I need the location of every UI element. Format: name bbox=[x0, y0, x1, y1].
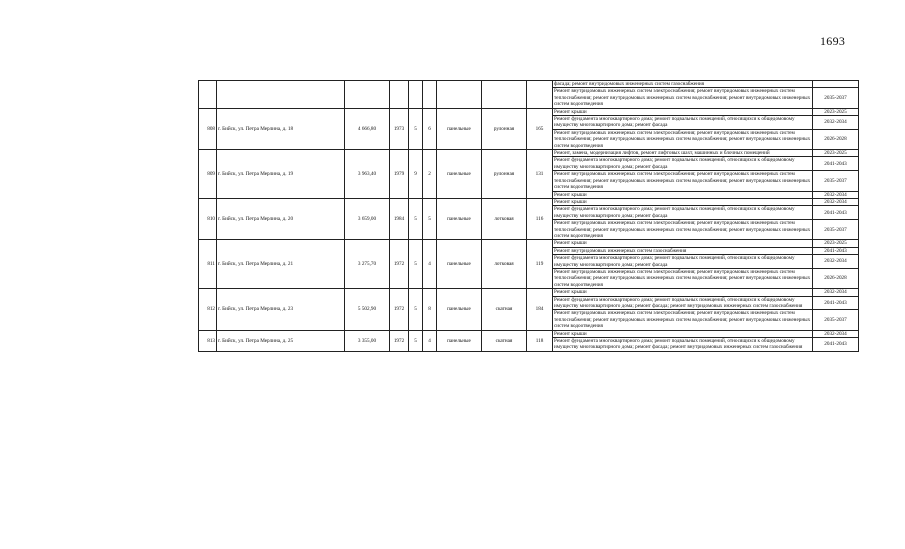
work-type-cell: фасада; ремонт внутридомовых инженерных систем газоснабжения bbox=[553, 81, 813, 88]
area-cell: 3 659,00 bbox=[345, 198, 390, 239]
work-type-cell: Ремонт внутридомовых инженерных систем электроснабжения; ремонт внутридомовых инженерных систем теплоснабжения; ремонт внутридомовых инженерных систем водоснабжения; ремонт внутридомовых инженерных систем водоотведения bbox=[553, 88, 813, 108]
year-cell: 1972 bbox=[390, 240, 409, 289]
period-cell: 2023-2025 bbox=[813, 108, 859, 115]
page-number: 1693 bbox=[820, 34, 846, 48]
work-type-cell: Ремонт крыши bbox=[553, 198, 813, 205]
floors-cell: 5 bbox=[409, 289, 423, 330]
record-number-cell: 810 bbox=[199, 198, 217, 239]
work-type-cell: Ремонт крыши bbox=[553, 289, 813, 296]
floors-cell: 9 bbox=[409, 150, 423, 199]
period-cell: 2035-2037 bbox=[813, 171, 859, 191]
address-cell: г. Бийск, ул. Петра Мерлина, д. 20 bbox=[217, 198, 345, 239]
roof-cell: лотковая bbox=[482, 198, 527, 239]
table-row bbox=[199, 330, 859, 337]
entrances-cell: 5 bbox=[423, 198, 437, 239]
floors-cell: 5 bbox=[409, 330, 423, 351]
period-cell bbox=[813, 81, 859, 88]
work-type-cell: Ремонт фундамента многоквартирного дома; ремонт подвальных помещений, относящихся к общедомовому имуществу многоквартирного дома; ремонт фасада; ремонт внутридомовых инженерных систем газоснабжения bbox=[553, 296, 813, 310]
year-cell: 1972 bbox=[390, 330, 409, 351]
walls-cell: панельные bbox=[437, 330, 482, 351]
work-type-cell: Ремонт фундамента многоквартирного дома; ремонт подвальных помещений, относящихся к общедомовому имуществу многоквартирного дома; ремонт фасада; ремонт внутридомовых инженерных систем газоснабжения bbox=[553, 338, 813, 352]
period-cell: 2023-2025 bbox=[813, 240, 859, 247]
floors-cell: 5 bbox=[409, 108, 423, 149]
units-cell: 116 bbox=[527, 198, 553, 239]
period-cell: 2035-2037 bbox=[813, 220, 859, 240]
work-type-cell: Ремонт фундамента многоквартирного дома; ремонт подвальных помещений, относящихся к общедомовому имуществу многоквартирного дома; ремонт фасада bbox=[553, 206, 813, 220]
work-type-cell: Ремонт фундамента многоквартирного дома; ремонт подвальных помещений, относящихся к общедомовому имуществу многоквартирного дома; ремонт фасада bbox=[553, 157, 813, 171]
record-number-cell: 813 bbox=[199, 330, 217, 351]
year-cell: 1972 bbox=[390, 289, 409, 330]
year-cell: 1984 bbox=[390, 198, 409, 239]
period-cell: 2026-2028 bbox=[813, 268, 859, 288]
work-type-cell: Ремонт крыши bbox=[553, 191, 813, 198]
work-type-cell: Ремонт внутридомовых инженерных систем электроснабжения; ремонт внутридомовых инженерных систем теплоснабжения; ремонт внутридомовых инженерных систем водоснабжения; ремонт внутридомовых инженерных систем водоотведения bbox=[553, 220, 813, 240]
entrances-cell: 2 bbox=[423, 150, 437, 199]
table-row bbox=[199, 108, 859, 115]
table-row bbox=[199, 289, 859, 296]
entrances-cell: 4 bbox=[423, 240, 437, 289]
period-cell: 2041-2043 bbox=[813, 296, 859, 310]
walls-cell: панельные bbox=[437, 240, 482, 289]
roof-cell: лотковая bbox=[482, 240, 527, 289]
continuation-units-cell bbox=[527, 81, 553, 109]
period-cell: 2032-2034 bbox=[813, 191, 859, 198]
continuation-year-cell bbox=[390, 81, 409, 109]
continuation-roof-cell bbox=[482, 81, 527, 109]
address-cell: г. Бийск, ул. Петра Мерлина, д. 18 bbox=[217, 108, 345, 149]
period-cell: 2032-2034 bbox=[813, 116, 859, 130]
period-cell: 2023-2025 bbox=[813, 150, 859, 157]
period-cell: 2041-2043 bbox=[813, 157, 859, 171]
record-number-cell: 808 bbox=[199, 108, 217, 149]
area-cell: 4 666,80 bbox=[345, 108, 390, 149]
roof-cell: рулонная bbox=[482, 108, 527, 149]
address-cell: г. Бийск, ул. Петра Мерлина, д. 21 bbox=[217, 240, 345, 289]
roof-cell: скатная bbox=[482, 330, 527, 351]
units-cell: 118 bbox=[527, 330, 553, 351]
units-cell: 184 bbox=[527, 289, 553, 330]
continuation-entrances-cell bbox=[423, 81, 437, 109]
work-type-cell: Ремонт внутридомовых инженерных систем электроснабжения; ремонт внутридомовых инженерных систем теплоснабжения; ремонт внутридомовых инженерных систем водоснабжения; ремонт внутридомовых инженерных систем водоотведения bbox=[553, 129, 813, 149]
record-number-cell: 811 bbox=[199, 240, 217, 289]
table-body bbox=[199, 81, 859, 352]
table-row bbox=[199, 240, 859, 247]
period-cell: 2041-2043 bbox=[813, 247, 859, 254]
period-cell: 2041-2043 bbox=[813, 206, 859, 220]
work-type-cell: Ремонт внутридомовых инженерных систем электроснабжения; ремонт внутридомовых инженерных систем теплоснабжения; ремонт внутридомовых инженерных систем водоснабжения; ремонт внутридомовых инженерных систем водоотведения bbox=[553, 268, 813, 288]
record-number-cell: 809 bbox=[199, 150, 217, 199]
address-cell: г. Бийск, ул. Петра Мерлина, д. 23 bbox=[217, 289, 345, 330]
continuation-walls-cell bbox=[437, 81, 482, 109]
area-cell: 3 963,40 bbox=[345, 150, 390, 199]
units-cell: 131 bbox=[527, 150, 553, 199]
work-type-cell: Ремонт внутридомовых инженерных систем электроснабжения; ремонт внутридомовых инженерных систем теплоснабжения; ремонт внутридомовых инженерных систем водоснабжения; ремонт внутридомовых инженерных систем водоотведения bbox=[553, 310, 813, 330]
work-type-cell: Ремонт фундамента многоквартирного дома; ремонт подвальных помещений, относящихся к общедомовому имуществу многоквартирного дома; ремонт фасада bbox=[553, 255, 813, 269]
area-cell: 5 502,90 bbox=[345, 289, 390, 330]
walls-cell: панельные bbox=[437, 198, 482, 239]
period-cell: 2032-2034 bbox=[813, 198, 859, 205]
period-cell: 2035-2037 bbox=[813, 88, 859, 108]
year-cell: 1973 bbox=[390, 108, 409, 149]
units-cell: 119 bbox=[527, 240, 553, 289]
walls-cell: панельные bbox=[437, 150, 482, 199]
entrances-cell: 4 bbox=[423, 330, 437, 351]
table-row bbox=[199, 81, 859, 88]
work-type-cell: Ремонт крыши bbox=[553, 108, 813, 115]
area-cell: 3 355,00 bbox=[345, 330, 390, 351]
table-row bbox=[199, 150, 859, 157]
roof-cell: скатная bbox=[482, 289, 527, 330]
record-number-cell: 812 bbox=[199, 289, 217, 330]
floors-cell: 5 bbox=[409, 240, 423, 289]
continuation-area-cell bbox=[345, 81, 390, 109]
entrances-cell: 8 bbox=[423, 289, 437, 330]
period-cell: 2032-2034 bbox=[813, 289, 859, 296]
work-type-cell: Ремонт фундамента многоквартирного дома; ремонт подвальных помещений, относящихся к общедомовому имуществу многоквартирного дома; ремонт фасада bbox=[553, 116, 813, 130]
period-cell: 2026-2028 bbox=[813, 129, 859, 149]
address-cell: г. Бийск, ул. Петра Мерлина, д. 25 bbox=[217, 330, 345, 351]
period-cell: 2032-2034 bbox=[813, 330, 859, 337]
repair-schedule-table bbox=[198, 80, 859, 352]
work-type-cell: Ремонт крыши bbox=[553, 330, 813, 337]
work-type-cell: Ремонт внутридомовых инженерных систем электроснабжения; ремонт внутридомовых инженерных систем теплоснабжения; ремонт внутридомовых инженерных систем водоснабжения; ремонт внутридомовых инженерных систем водоотведения bbox=[553, 171, 813, 191]
table-row bbox=[199, 198, 859, 205]
roof-cell: рулонная bbox=[482, 150, 527, 199]
walls-cell: панельные bbox=[437, 289, 482, 330]
work-type-cell: Ремонт крыши bbox=[553, 240, 813, 247]
work-type-cell: Ремонт внутридомовых инженерных систем газоснабжения bbox=[553, 247, 813, 254]
area-cell: 3 275,70 bbox=[345, 240, 390, 289]
continuation-address-cell bbox=[217, 81, 345, 109]
floors-cell: 5 bbox=[409, 198, 423, 239]
continuation-floors-cell bbox=[409, 81, 423, 109]
continuation-no-cell bbox=[199, 81, 217, 109]
period-cell: 2035-2037 bbox=[813, 310, 859, 330]
period-cell: 2032-2034 bbox=[813, 255, 859, 269]
units-cell: 165 bbox=[527, 108, 553, 149]
address-cell: г. Бийск, ул. Петра Мерлина, д. 19 bbox=[217, 150, 345, 199]
period-cell: 2041-2043 bbox=[813, 338, 859, 352]
year-cell: 1979 bbox=[390, 150, 409, 199]
entrances-cell: 6 bbox=[423, 108, 437, 149]
work-type-cell: Ремонт, замена, модернизация лифтов, ремонт лифтовых шахт, машинных и блочных помещений bbox=[553, 150, 813, 157]
walls-cell: панельные bbox=[437, 108, 482, 149]
